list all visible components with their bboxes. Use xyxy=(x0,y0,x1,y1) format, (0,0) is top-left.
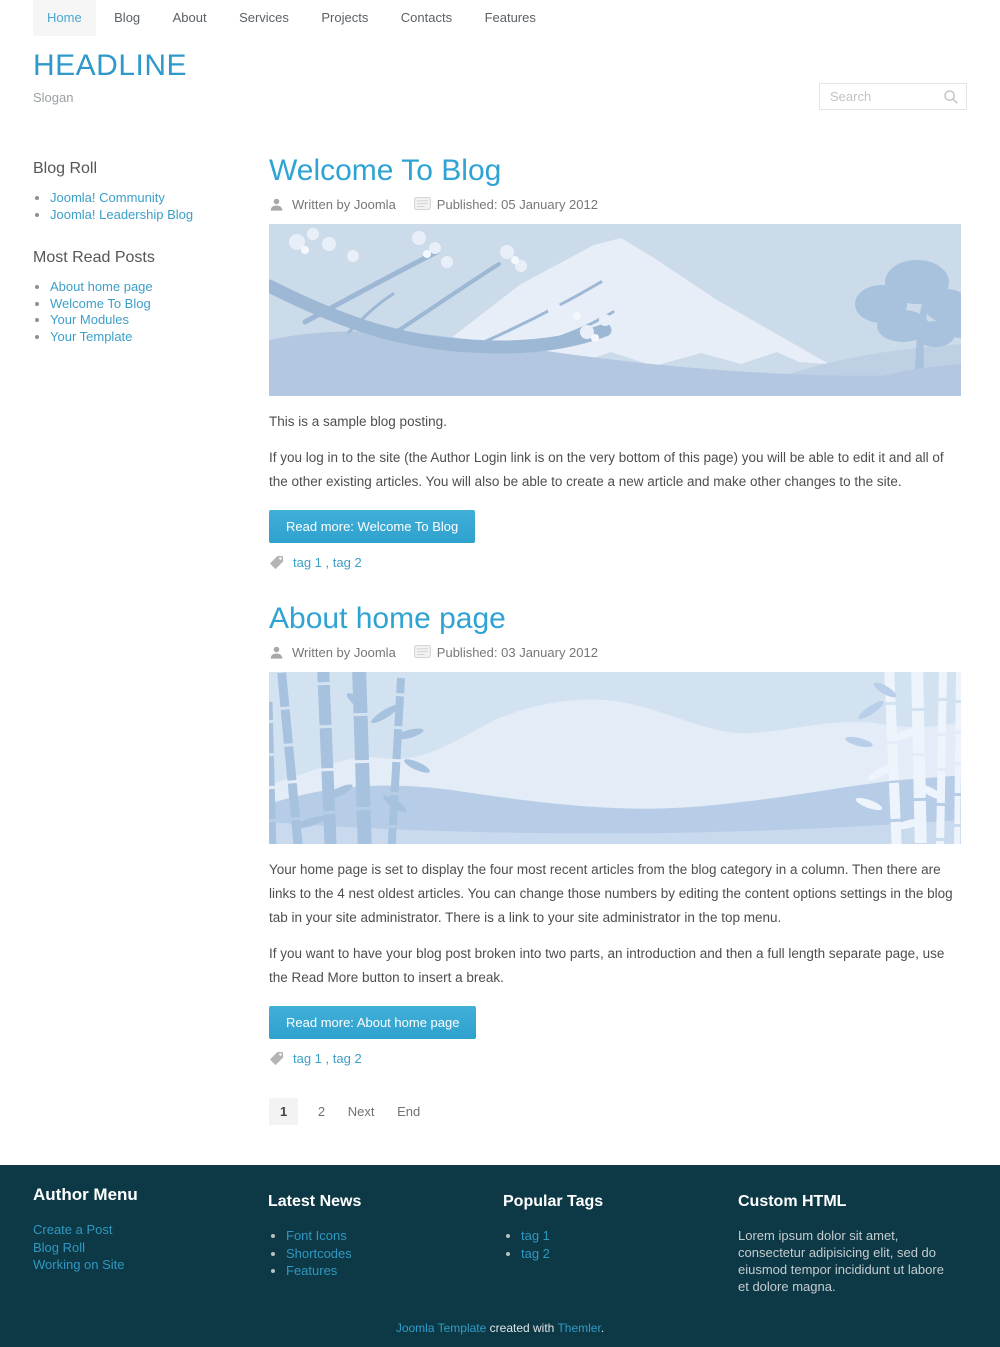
tag-separator: , xyxy=(321,1051,333,1066)
footer-link-tag-1[interactable]: tag 1 xyxy=(521,1228,550,1243)
footer-link-font-icons[interactable]: Font Icons xyxy=(286,1228,347,1243)
sidebar-link-about-home-page[interactable]: About home page xyxy=(50,279,153,294)
nav-item-projects[interactable]: Projects xyxy=(321,10,369,25)
article-title-link[interactable]: About home page xyxy=(269,602,506,635)
site-header xyxy=(0,36,1000,140)
tag-icon xyxy=(269,555,284,570)
list-item xyxy=(521,1227,738,1245)
sidebar-module-most-read xyxy=(33,249,233,345)
search-icon[interactable] xyxy=(943,89,959,105)
person-icon xyxy=(269,197,285,212)
credit-text: created with xyxy=(486,1321,558,1335)
site-title: HEADLINE xyxy=(33,49,188,82)
list-item xyxy=(50,190,233,207)
site-slogan: Slogan xyxy=(33,90,74,105)
list-item xyxy=(286,1262,503,1280)
sidebar-link-joomla-leadership-blog[interactable]: Joomla! Leadership Blog xyxy=(50,206,194,222)
article-paragraph: Your home page is set to display the four most recent articles from the blog category in a column. Then there are links to the 4 nest oldest articles. You can change those numbers by editing the content options settings in the blog tab in your site administrator. There is a link to your site administrator in the top menu. xyxy=(269,862,953,925)
credit-end: . xyxy=(600,1321,605,1335)
list-item xyxy=(50,296,233,313)
tag-link[interactable]: tag 2 xyxy=(332,555,362,570)
footer-column-title: Author Menu xyxy=(33,1185,138,1204)
pagination-page-2[interactable]: 2 xyxy=(317,1104,326,1119)
footer-column-title: Popular Tags xyxy=(503,1193,604,1210)
pagination-end[interactable]: End xyxy=(397,1104,421,1119)
list-item xyxy=(50,207,233,224)
calendar-icon xyxy=(414,645,430,660)
footer-credit xyxy=(33,1295,967,1341)
article-title xyxy=(269,154,967,188)
calendar-icon xyxy=(414,197,430,212)
list-item xyxy=(286,1227,503,1245)
sidebar-link-your-modules[interactable]: Your Modules xyxy=(50,312,130,327)
article-paragraph: If you want to have your blog post broken into two parts, an introduction and then a full length separate page, use the Read More button to insert a break. xyxy=(269,946,945,985)
footer-link-features[interactable]: Features xyxy=(286,1263,338,1278)
article-tags xyxy=(269,555,967,570)
footer-link-tag-2[interactable]: tag 2 xyxy=(521,1245,550,1261)
module-title: Most Read Posts xyxy=(33,249,155,266)
search-box xyxy=(819,83,967,110)
footer-columns xyxy=(33,1183,967,1295)
article-welcome-to-blog xyxy=(269,154,967,570)
article-paragraph: This is a sample blog posting. xyxy=(269,414,447,429)
footer-column-popular-tags xyxy=(503,1183,738,1295)
list-item xyxy=(50,312,233,329)
article-meta xyxy=(269,645,967,660)
written-by: Written by Joomla xyxy=(292,645,396,660)
sidebar-link-joomla-community[interactable]: Joomla! Community xyxy=(50,190,165,205)
list-item xyxy=(286,1245,503,1263)
content-column xyxy=(269,140,967,1165)
nav-item-services[interactable]: Services xyxy=(239,10,289,25)
read-more-button-welcome[interactable]: Read more: Welcome To Blog xyxy=(269,510,475,543)
list-item xyxy=(50,329,233,346)
sidebar-link-welcome-to-blog[interactable]: Welcome To Blog xyxy=(50,295,151,311)
list-item xyxy=(33,1239,268,1257)
article-title xyxy=(269,602,967,636)
tag-link[interactable]: tag 1 xyxy=(293,1051,322,1066)
tag-link[interactable]: tag 1 xyxy=(293,555,322,570)
tag-link[interactable]: tag 2 xyxy=(332,1051,362,1066)
list-item xyxy=(33,1221,268,1239)
pagination xyxy=(269,1098,967,1125)
article-image-bamboo-mountains xyxy=(269,672,961,844)
person-icon xyxy=(269,645,285,660)
pagination-page-1: 1 xyxy=(269,1098,298,1125)
module-title: Blog Roll xyxy=(33,160,98,177)
footer-custom-text: Lorem ipsum dolor sit amet, consectetur adipisicing elit, sed do eiusmod tempor incididunt ut labore et dolore magna. xyxy=(738,1228,944,1294)
article-tags xyxy=(269,1051,967,1066)
themler-link[interactable]: Themler xyxy=(557,1321,601,1335)
article-image-fuji-blossom xyxy=(269,224,961,396)
nav-item-about[interactable]: About xyxy=(172,10,207,25)
sidebar xyxy=(33,140,233,1165)
list-item xyxy=(33,1256,268,1274)
published-date: Published: 03 January 2012 xyxy=(436,645,598,660)
footer-column-latest-news xyxy=(268,1183,503,1295)
nav-item-blog[interactable]: Blog xyxy=(114,10,141,25)
tag-separator: , xyxy=(321,555,333,570)
article-paragraph: If you log in to the site (the Author Login link is on the very bottom of this page) you will be able to edit it and all of the other existing articles. You will also be able to create a new article and make other changes to the site. xyxy=(269,450,944,489)
article-meta xyxy=(269,197,967,212)
footer-column-custom-html xyxy=(738,1183,973,1295)
list-item xyxy=(521,1245,738,1263)
sidebar-module-blog-roll xyxy=(33,160,233,223)
pagination-next[interactable]: Next xyxy=(347,1104,375,1119)
footer-column-title: Custom HTML xyxy=(738,1193,847,1210)
nav-item-features[interactable]: Features xyxy=(484,10,536,25)
main-navigation xyxy=(0,0,1000,36)
footer-column-author-menu xyxy=(33,1183,268,1295)
sidebar-link-your-template[interactable]: Your Template xyxy=(50,328,133,344)
read-more-button-about[interactable]: Read more: About home page xyxy=(269,1006,476,1039)
joomla-template-link[interactable]: Joomla Template xyxy=(395,1321,487,1335)
main-area xyxy=(0,140,1000,1165)
footer-link-working-on-site[interactable]: Working on Site xyxy=(33,1257,125,1272)
published-date: Published: 05 January 2012 xyxy=(436,197,598,212)
tag-icon xyxy=(269,1051,284,1066)
written-by: Written by Joomla xyxy=(292,197,396,212)
footer-link-create-a-post[interactable]: Create a Post xyxy=(33,1222,113,1237)
nav-item-contacts[interactable]: Contacts xyxy=(400,10,453,25)
site-footer xyxy=(0,1165,1000,1347)
footer-column-title: Latest News xyxy=(268,1193,362,1210)
list-item xyxy=(50,279,233,296)
footer-link-shortcodes[interactable]: Shortcodes xyxy=(286,1245,352,1261)
article-title-link[interactable]: Welcome To Blog xyxy=(269,154,502,187)
nav-item-home[interactable]: Home xyxy=(33,0,96,36)
footer-link-blog-roll[interactable]: Blog Roll xyxy=(33,1239,86,1255)
article-about-home-page xyxy=(269,602,967,1066)
